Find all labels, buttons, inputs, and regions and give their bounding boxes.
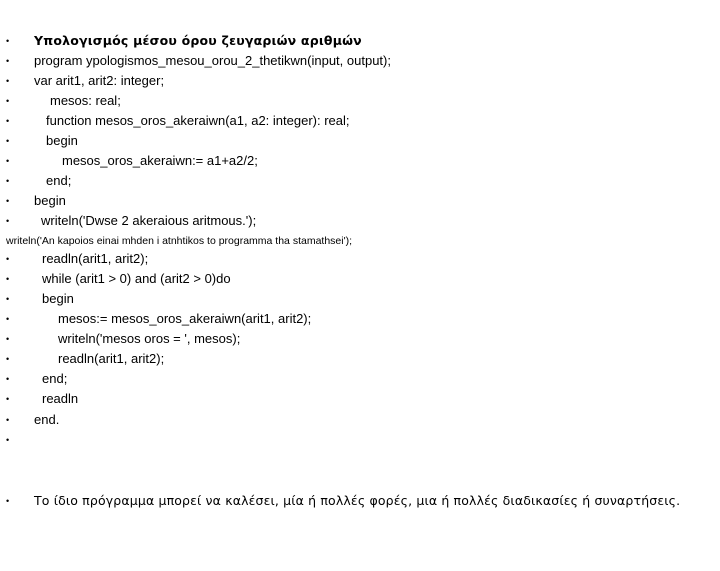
code-text: program ypologismos_mesou_orou_2_thetikwn(input, output); bbox=[34, 53, 391, 68]
code-text: readln(arit1, arit2); bbox=[58, 351, 165, 366]
bullet: • bbox=[6, 36, 10, 46]
bullet: • bbox=[6, 354, 10, 364]
code-line bbox=[0, 71, 720, 91]
code-line bbox=[0, 191, 720, 211]
code-text: var arit1, arit2: integer; bbox=[34, 73, 165, 88]
code-text: readln bbox=[42, 391, 79, 406]
bullet: • bbox=[6, 334, 10, 344]
bullet: • bbox=[6, 415, 10, 425]
bullet: • bbox=[6, 176, 10, 186]
code-text: mesos_oros_akeraiwn:= a1+a2/2; bbox=[62, 153, 258, 168]
bullet: • bbox=[6, 156, 10, 166]
code-text: writeln('Dwse 2 akeraious aritmous.'); bbox=[41, 213, 257, 228]
code-text: while (arit1 > 0) and (arit2 > 0)do bbox=[42, 271, 231, 286]
code-line bbox=[0, 211, 720, 231]
code-line bbox=[0, 349, 720, 369]
bullet: • bbox=[6, 136, 10, 146]
code-text: mesos:= mesos_oros_akeraiwn(arit1, arit2); bbox=[58, 311, 312, 326]
bullet: • bbox=[6, 254, 10, 264]
code-text: end. bbox=[34, 412, 60, 427]
bullet: • bbox=[6, 374, 10, 384]
bullet: • bbox=[6, 314, 10, 324]
code-text: function mesos_oros_akeraiwn(a1, a2: integer): real; bbox=[46, 113, 350, 128]
code-line bbox=[0, 309, 720, 329]
bullet: • bbox=[6, 294, 10, 304]
code-line bbox=[0, 231, 720, 251]
code-line bbox=[0, 249, 720, 269]
code-line bbox=[0, 111, 720, 131]
code-line bbox=[0, 51, 720, 71]
code-text: begin bbox=[42, 291, 74, 306]
code-line bbox=[0, 289, 720, 309]
bullet: • bbox=[6, 435, 10, 445]
bullet: • bbox=[6, 76, 10, 86]
code-line bbox=[0, 389, 720, 409]
code-text: writeln('mesos oros = ', mesos); bbox=[58, 331, 241, 346]
code-text: begin bbox=[34, 193, 66, 208]
code-text: writeln('An kapoios einai mhden i atnhtikos to programma tha stamathsei'); bbox=[6, 235, 353, 247]
bullet: • bbox=[6, 196, 10, 206]
bullet: • bbox=[6, 56, 10, 66]
code-text: end; bbox=[42, 371, 68, 386]
code-text: end; bbox=[46, 173, 72, 188]
code-line bbox=[0, 151, 720, 171]
bullet: • bbox=[6, 496, 10, 506]
code-line bbox=[0, 369, 720, 389]
empty-line bbox=[0, 430, 720, 450]
code-line bbox=[0, 410, 720, 430]
bullet: • bbox=[6, 116, 10, 126]
code-text: begin bbox=[46, 133, 78, 148]
bullet: • bbox=[6, 274, 10, 284]
bullet: • bbox=[6, 216, 10, 226]
closing-note: Το ίδιο πρόγραμμα μπορεί να καλέσει, μία ή πολλές φορές, μια ή πολλές διαδικασίες ή συναρτήσεις. bbox=[34, 493, 681, 508]
code-text: readln(arit1, arit2); bbox=[42, 251, 149, 266]
bullet: • bbox=[6, 96, 10, 106]
closing-note-line bbox=[0, 491, 720, 511]
code-line bbox=[0, 131, 720, 151]
code-line bbox=[0, 91, 720, 111]
code-line bbox=[0, 269, 720, 289]
code-text: mesos: real; bbox=[50, 93, 121, 108]
bullet: • bbox=[6, 394, 10, 404]
code-line bbox=[0, 171, 720, 191]
code-line bbox=[0, 31, 720, 51]
code-line bbox=[0, 329, 720, 349]
slide-title: Υπολογισμός μέσου όρου ζευγαριών αριθμών bbox=[34, 33, 362, 48]
